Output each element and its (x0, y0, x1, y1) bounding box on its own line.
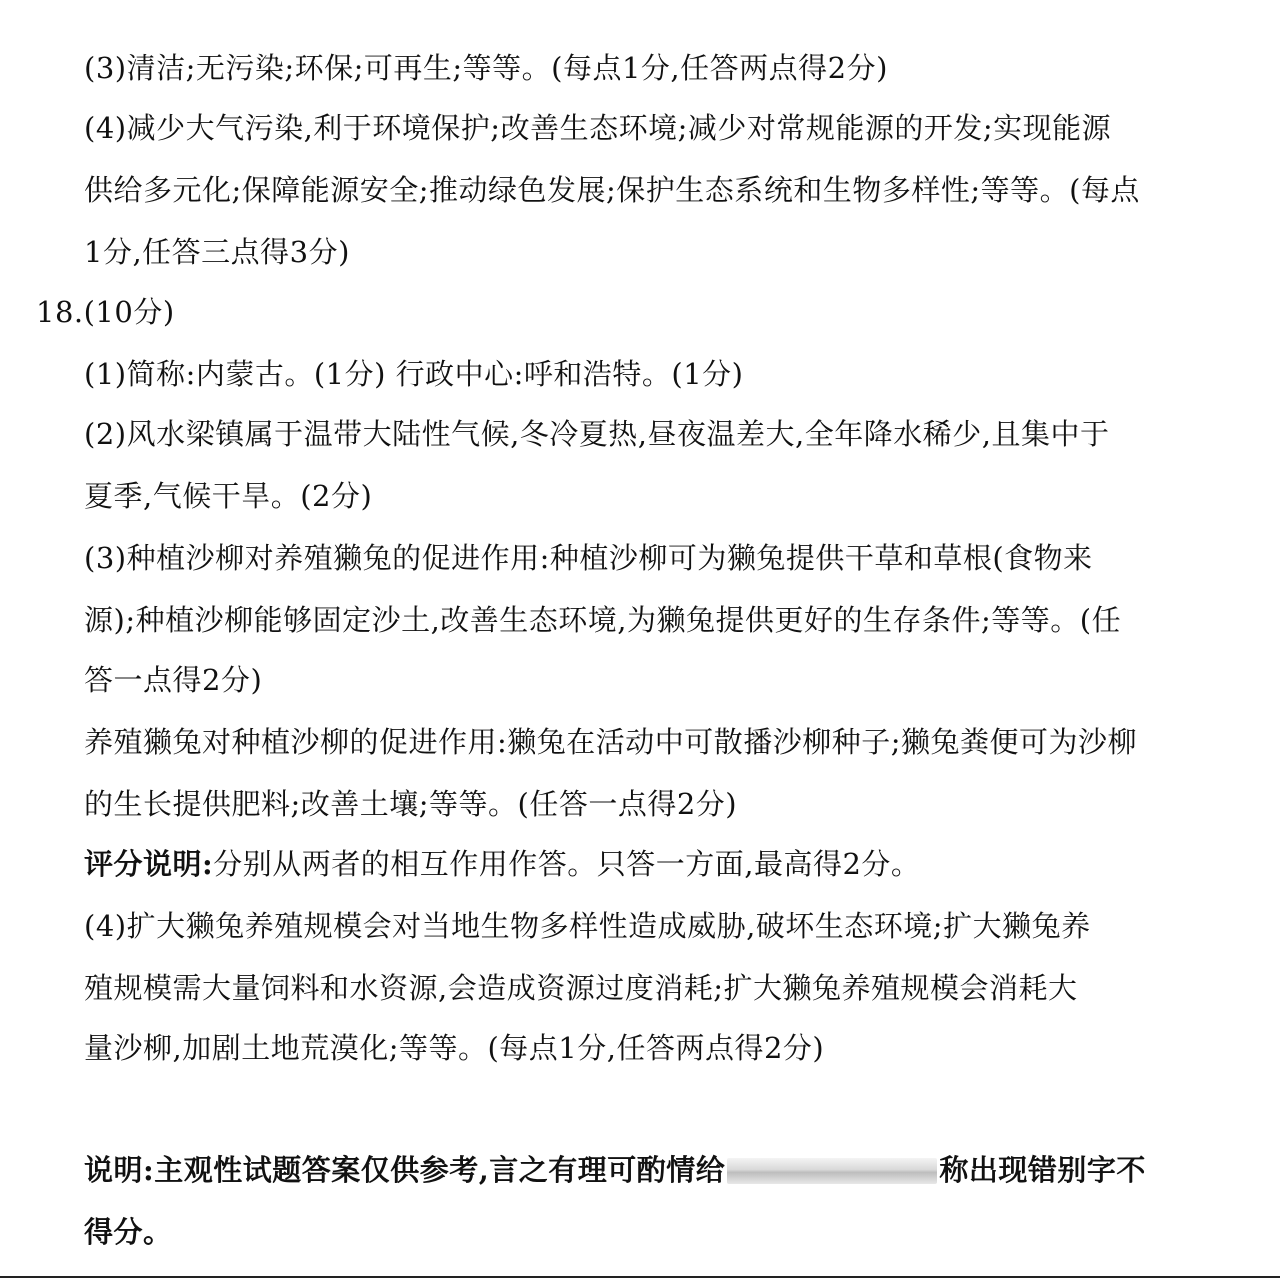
q18-3-answer-line2: 源);种植沙柳能够固定沙土,改善生态环境,为獭兔提供更好的生存条件;等等。(任 (84, 603, 1122, 637)
q18-heading: 18.(10分) (36, 295, 175, 329)
q17-4-answer-line1: (4)减少大气污染,利于环境保护;改善生态环境;减少对常规能源的开发;实现能源 (84, 111, 1112, 145)
q18-2-answer-line2: 夏季,气候干旱。(2分) (84, 479, 373, 513)
q17-4-answer-line2: 供给多元化;保障能源安全;推动绿色发展;保护生态系统和生物多样性;等等。(每点 (84, 173, 1140, 207)
redacted-watermark (727, 1158, 937, 1184)
q18-3-answer-line3: 答一点得2分) (84, 663, 263, 697)
q17-4-answer-line3: 1分,任答三点得3分) (84, 235, 350, 269)
q18-4-answer-line1: (4)扩大獭兔养殖规模会对当地生物多样性造成威胁,破坏生态环境;扩大獭兔养 (84, 909, 1091, 943)
q17-3-answer: (3)清洁;无污染;环保;可再生;等等。(每点1分,任答两点得2分) (84, 51, 888, 85)
q18-1-answer: (1)简称:内蒙古。(1分) 行政中心:呼和浩特。(1分) (84, 357, 744, 391)
scoring-note (84, 844, 1240, 884)
q18-4-answer-line3: 量沙柳,加剧土地荒漠化;等等。(每点1分,任答两点得2分) (84, 1031, 825, 1065)
q18-3-answer-line5: 的生长提供肥料;改善土壤;等等。(任答一点得2分) (84, 787, 738, 821)
bottom-rule (0, 1276, 1280, 1278)
general-note-line2: 得分。 (84, 1215, 173, 1249)
general-note-part-b: 称出现错别字不 (939, 1153, 1146, 1187)
q18-2-answer-line1: (2)风水梁镇属于温带大陆性气候,冬冷夏热,昼夜温差大,全年降水稀少,且集中于 (84, 417, 1110, 451)
scoring-note-label: 评分说明: (84, 847, 214, 881)
general-note-part-a: 说明:主观性试题答案仅供参考,言之有理可酌情给 (84, 1153, 726, 1187)
scoring-note-text: 分别从两者的相互作用作答。只答一方面,最高得2分。 (213, 847, 921, 881)
q18-4-answer-line2: 殖规模需大量饲料和水资源,会造成资源过度消耗;扩大獭兔养殖规模会消耗大 (84, 971, 1078, 1005)
general-note-line1 (84, 1150, 1240, 1190)
q18-3-answer-line4: 养殖獭兔对种植沙柳的促进作用:獭兔在活动中可散播沙柳种子;獭兔粪便可为沙柳 (84, 725, 1138, 759)
q18-3-answer-line1: (3)种植沙柳对养殖獭兔的促进作用:种植沙柳可为獭兔提供干草和草根(食物来 (84, 541, 1093, 575)
